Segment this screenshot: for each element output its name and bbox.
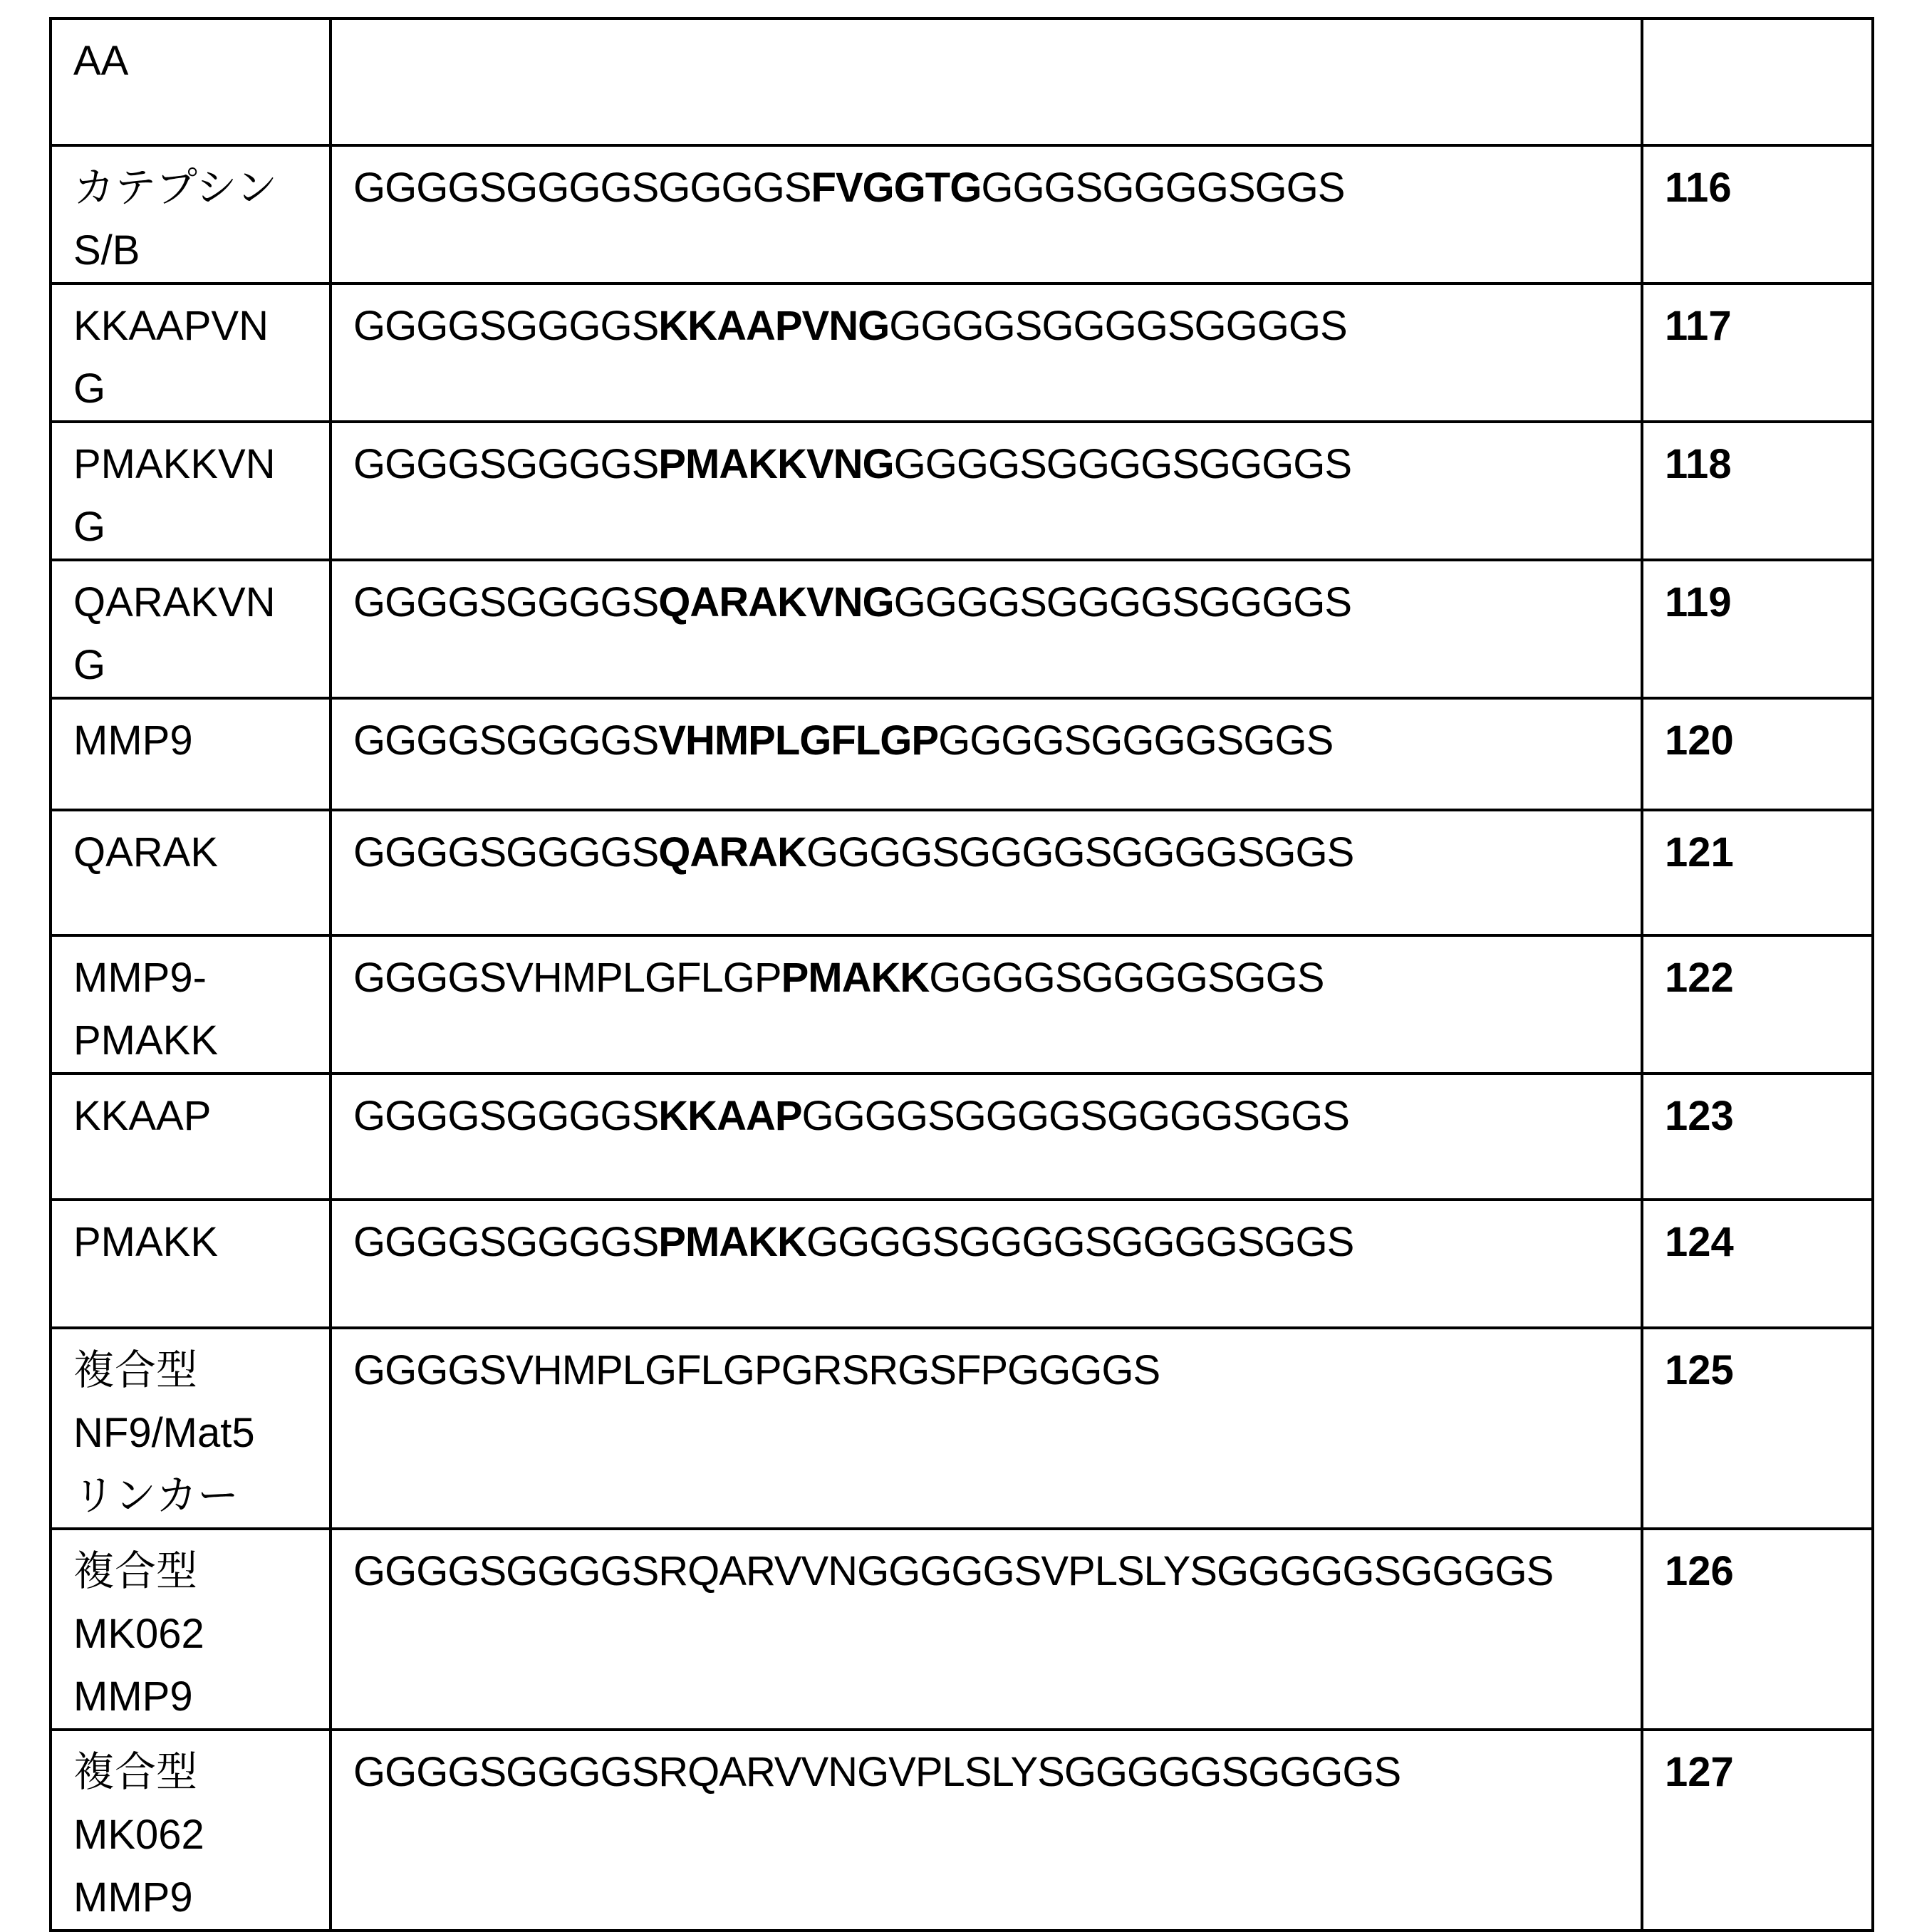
table-row — [51, 1200, 1873, 1328]
sequence-cleavage-site: QARAKVNG — [658, 579, 893, 625]
sequence-cell — [331, 810, 1642, 935]
table-row — [51, 284, 1873, 422]
seq-id-cell: 126 — [1642, 1529, 1873, 1730]
table-row — [51, 1328, 1873, 1529]
sequence-table-body — [51, 19, 1873, 1931]
linker-name-cell — [51, 422, 331, 560]
sequence-cleavage-site: FVGGTG — [811, 165, 981, 211]
sequence-cleavage-site: KKAAP — [658, 1093, 801, 1139]
linker-name-line: MK062 — [73, 1603, 308, 1666]
linker-name-line: 複合型 — [73, 1540, 308, 1603]
linker-name-line: S/B — [73, 219, 308, 282]
seq-id-cell: 123 — [1642, 1074, 1873, 1200]
linker-name-cell — [51, 19, 331, 145]
sequence-linker-part: GGGGSVHMPLGFLGP — [353, 955, 781, 1001]
sequence-cell — [331, 145, 1642, 284]
linker-name-cell — [51, 560, 331, 698]
sequence-linker-part: GGGGSGGGGS — [353, 303, 658, 349]
linker-name-cell — [51, 1328, 331, 1529]
linker-name-cell — [51, 145, 331, 284]
table-row — [51, 560, 1873, 698]
seq-id-cell: 117 — [1642, 284, 1873, 422]
sequence-linker-part: GGGGSGGGGSRQARVVNGGGGGSVPLSLYSGGGGGSGGGGS — [353, 1548, 1553, 1594]
seq-id-cell: 119 — [1642, 560, 1873, 698]
seq-id-cell: 127 — [1642, 1730, 1873, 1931]
sequence-cell — [331, 560, 1642, 698]
sequence-cell — [331, 19, 1642, 145]
sequence-linker-part: GGGGSGGGGSGGGGS — [894, 579, 1351, 625]
sequence-linker-part: GGGGSGGGGSGGGGS — [894, 441, 1351, 487]
sequence-cleavage-site: QARAK — [658, 829, 806, 876]
linker-name-line: PMAKK — [73, 1009, 308, 1072]
linker-name-line: MMP9 — [73, 1866, 308, 1929]
seq-id-cell: 125 — [1642, 1328, 1873, 1529]
seq-id-cell: 120 — [1642, 698, 1873, 810]
linker-name-line: QARAK — [73, 821, 308, 884]
table-row — [51, 1529, 1873, 1730]
seq-id-cell: 124 — [1642, 1200, 1873, 1328]
seq-id-cell: 121 — [1642, 810, 1873, 935]
sequence-cell — [331, 1328, 1642, 1529]
linker-name-line: MMP9 — [73, 1666, 308, 1728]
sequence-cell — [331, 698, 1642, 810]
linker-name-line: 複合型 — [73, 1339, 308, 1402]
sequence-linker-part: GGGGSGGGGS — [353, 829, 658, 876]
sequence-linker-part: GGGGSGGGGSRQARVVNGVPLSLYSGGGGGSGGGGS — [353, 1749, 1401, 1795]
sequence-linker-part: GGGGSGGGGS — [353, 579, 658, 625]
sequence-cell — [331, 1730, 1642, 1931]
linker-name-line: NF9/Mat5 — [73, 1402, 308, 1465]
sequence-linker-part: GGGGSGGGGSGGGGSGGS — [802, 1093, 1349, 1139]
sequence-cell — [331, 422, 1642, 560]
sequence-cleavage-site: PMAKK — [658, 1219, 806, 1265]
table-row — [51, 810, 1873, 935]
sequence-cell — [331, 1200, 1642, 1328]
sequence-cell — [331, 284, 1642, 422]
sequence-linker-part: GGGGSGGGGSGGGGSGGS — [806, 829, 1353, 876]
linker-name-line: MMP9 — [73, 710, 308, 772]
sequence-cleavage-site: KKAAPVNG — [658, 303, 889, 349]
linker-name-line: G — [73, 358, 308, 420]
linker-name-line: PMAKK — [73, 1211, 308, 1274]
linker-name-line: KKAAPVN — [73, 295, 308, 358]
sequence-linker-part: GGGGSGGGGS — [353, 717, 658, 764]
table-row — [51, 698, 1873, 810]
sequence-linker-part: GGGGSGGGGS — [353, 1219, 658, 1265]
table-row — [51, 935, 1873, 1074]
sequence-linker-part: GGGGSGGGGS — [353, 1093, 658, 1139]
sequence-linker-part: GGGGSGGGGSGGS — [938, 717, 1333, 764]
linker-name-line: KKAAP — [73, 1085, 308, 1148]
linker-name-line: PMAKKVN — [73, 433, 308, 496]
sequence-linker-part: GGGGSGGGGS — [353, 441, 658, 487]
linker-name-line: 複合型 — [73, 1741, 308, 1804]
sequence-cleavage-site: PMAKKVNG — [658, 441, 893, 487]
sequence-cleavage-site: VHMPLGFLGP — [658, 717, 938, 764]
linker-name-line: MK062 — [73, 1804, 308, 1866]
linker-name-cell — [51, 935, 331, 1074]
seq-id-cell: 122 — [1642, 935, 1873, 1074]
linker-name-line: G — [73, 496, 308, 559]
sequence-linker-part: GGGGSGGGGSGGGGSGGS — [806, 1219, 1353, 1265]
sequence-cell — [331, 935, 1642, 1074]
linker-name-cell — [51, 698, 331, 810]
sequence-cell — [331, 1074, 1642, 1200]
table-row — [51, 145, 1873, 284]
table-row — [51, 1074, 1873, 1200]
sequence-table — [49, 17, 1874, 1932]
linker-name-cell — [51, 1200, 331, 1328]
table-row — [51, 1730, 1873, 1931]
linker-name-cell — [51, 1730, 331, 1931]
linker-name-line: リンカー — [73, 1465, 308, 1527]
linker-name-line: QARAKVN — [73, 571, 308, 634]
linker-name-line: MMP9- — [73, 947, 308, 1009]
linker-name-line: G — [73, 634, 308, 697]
linker-name-line: カテプシン — [73, 157, 308, 219]
linker-name-cell — [51, 810, 331, 935]
linker-name-cell — [51, 1074, 331, 1200]
sequence-linker-part: GGGGSGGGGSGGGGS — [889, 303, 1346, 349]
sequence-cell — [331, 1529, 1642, 1730]
seq-id-cell: 118 — [1642, 422, 1873, 560]
linker-name-line: AA — [73, 30, 308, 93]
table-row — [51, 19, 1873, 145]
sequence-cleavage-site: PMAKK — [781, 955, 930, 1001]
seq-id-cell: 116 — [1642, 145, 1873, 284]
sequence-linker-part: GGGGSGGGGSGGS — [929, 955, 1324, 1001]
table-row — [51, 422, 1873, 560]
seq-id-cell — [1642, 19, 1873, 145]
sequence-linker-part: GGGGSVHMPLGFLGPGRSRGSFPGGGGS — [353, 1347, 1160, 1393]
sequence-linker-part: GGGSGGGGSGGS — [981, 165, 1344, 211]
linker-name-cell — [51, 1529, 331, 1730]
linker-name-cell — [51, 284, 331, 422]
sequence-linker-part: GGGGSGGGGSGGGGS — [353, 165, 811, 211]
